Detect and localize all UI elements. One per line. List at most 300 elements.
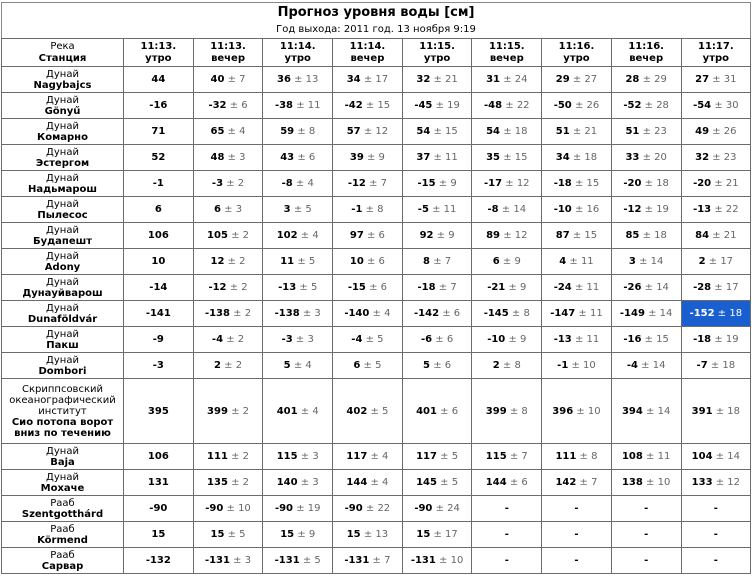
level-value: 399: [485, 405, 507, 417]
level-error: ± 3: [224, 204, 243, 215]
station-cell: [2, 327, 124, 353]
level-error: ± 11: [574, 334, 600, 345]
level-error: ± 11: [646, 451, 671, 462]
level-value: -152: [689, 308, 715, 319]
forecast-cell: [263, 353, 333, 379]
forecast-cell: [402, 275, 472, 301]
station-cell: [2, 223, 124, 249]
column-date: 11:15.: [488, 40, 525, 52]
level-error: ± 8: [365, 204, 384, 215]
level-error: ± 21: [712, 230, 737, 241]
level-value: -18: [417, 282, 436, 293]
forecast-cell: [542, 119, 612, 145]
level-error: ± 17: [433, 529, 458, 540]
forecast-cell: [472, 522, 542, 548]
level-value: 138: [621, 477, 643, 488]
forecast-cell: [681, 249, 751, 275]
level-error: ± 8: [579, 451, 598, 462]
forecast-cell: [542, 223, 612, 249]
river-name: Дунай: [46, 471, 79, 483]
level-value: 133: [691, 477, 713, 488]
level-value: -131: [410, 555, 436, 566]
forecast-cell: [193, 197, 263, 223]
column-time: утро: [284, 52, 311, 64]
level-value: -4: [211, 334, 224, 345]
level-value: 49: [695, 126, 710, 137]
level-value: -3: [152, 360, 164, 371]
table-row: [2, 327, 751, 353]
forecast-cell: [681, 379, 751, 444]
forecast-cell: [611, 327, 681, 353]
forecast-cell: [542, 444, 612, 470]
river-name: Рааб: [50, 549, 75, 561]
forecast-cell: [333, 249, 403, 275]
forecast-cell: [472, 197, 542, 223]
level-error: ± 9: [508, 334, 527, 345]
level-value: -50: [553, 100, 572, 111]
level-value: -138: [204, 308, 230, 319]
level-value: 10: [151, 256, 166, 267]
forecast-cell: [263, 496, 333, 522]
forecast-cell: [472, 93, 542, 119]
forecast-cell: [681, 197, 751, 223]
level-value: 15: [346, 529, 361, 540]
forecast-cell: [681, 353, 751, 379]
level-value: -45: [414, 100, 433, 111]
river-name: Дунай: [46, 146, 79, 158]
forecast-cell: [124, 197, 194, 223]
forecast-cell: [193, 171, 263, 197]
table-row: [2, 275, 751, 301]
level-value: -90: [274, 503, 294, 514]
forecast-cell: [472, 496, 542, 522]
level-value: 32: [695, 152, 710, 163]
station-name: Dunaföldvár: [27, 313, 98, 325]
level-error: ± 7: [227, 74, 246, 85]
level-error: ± 6: [509, 477, 528, 488]
column-header: [124, 39, 194, 67]
level-value: 54: [416, 126, 431, 137]
level-error: ± 12: [505, 178, 530, 189]
forecast-cell: [611, 444, 681, 470]
forecast-cell: [611, 93, 681, 119]
river-name: Дунай: [46, 120, 79, 132]
forecast-cell: [263, 67, 333, 93]
level-value: -32: [208, 100, 227, 111]
station-cell: [2, 496, 124, 522]
level-value: -16: [623, 334, 642, 345]
level-error: ± 24: [435, 503, 460, 514]
level-value: -1: [152, 178, 164, 189]
table-row: [2, 496, 751, 522]
level-error: ± 2: [231, 405, 250, 417]
column-header: [263, 39, 333, 67]
level-value: 144: [346, 477, 368, 488]
level-error: ± 2: [229, 282, 248, 293]
column-time: утро: [145, 52, 172, 64]
level-value: 6: [154, 204, 162, 215]
level-value: -: [713, 503, 718, 514]
level-value: 57: [346, 126, 361, 137]
forecast-cell: [124, 470, 194, 496]
station-name: Комарно: [37, 131, 88, 143]
level-value: -12: [208, 282, 227, 293]
level-error: ± 5: [302, 555, 321, 566]
level-error: ± 5: [297, 256, 316, 267]
station-name: Сарвар: [41, 560, 84, 572]
column-time: утро: [702, 52, 730, 64]
level-error: ± 24: [503, 74, 528, 85]
level-value: -13: [278, 282, 297, 293]
forecast-cell: [472, 223, 542, 249]
table-row: [2, 444, 751, 470]
forecast-cell: [542, 171, 612, 197]
level-value: 2: [492, 360, 500, 371]
level-error: ± 15: [433, 126, 458, 137]
column-date: 11:13.: [140, 40, 177, 52]
forecast-cell: [542, 379, 612, 444]
level-error: ± 7: [579, 477, 598, 488]
level-error: ± 17: [708, 256, 734, 267]
level-value: 115: [485, 451, 507, 462]
forecast-cell: [681, 67, 751, 93]
level-error: ± 5: [370, 405, 389, 417]
station-cell: [2, 145, 124, 171]
forecast-cell: [193, 496, 263, 522]
river-name: Дунай: [46, 276, 79, 288]
forecast-cell: [124, 93, 194, 119]
level-value: -4: [351, 334, 363, 345]
level-error: ± 14: [501, 204, 527, 215]
river-name: Дунай: [46, 68, 79, 80]
station-cell: [2, 171, 124, 197]
river-name: Дунай: [46, 354, 79, 366]
forecast-cell: [193, 223, 263, 249]
forecast-cell: [611, 379, 681, 444]
column-header: [193, 39, 263, 67]
level-value: -: [504, 555, 509, 566]
level-value: -138: [274, 308, 300, 319]
level-value: 131: [147, 477, 169, 488]
level-error: ± 4: [300, 405, 319, 417]
level-error: ± 4: [372, 308, 391, 319]
table-row: [2, 197, 751, 223]
forecast-cell: [611, 548, 681, 574]
level-value: 48: [210, 152, 225, 163]
column-header: [472, 39, 542, 67]
station-name: Nagybajcs: [33, 79, 92, 91]
forecast-cell: [124, 171, 194, 197]
level-error: ± 2: [231, 230, 250, 241]
level-value: -9: [152, 334, 164, 345]
station-cell: [2, 93, 124, 119]
level-value: 39: [349, 152, 364, 163]
station-cell: [2, 522, 124, 548]
level-value: -: [644, 529, 649, 540]
forecast-cell: [193, 548, 263, 574]
forecast-cell: [263, 379, 333, 444]
level-value: -42: [344, 100, 363, 111]
forecast-cell: [333, 119, 403, 145]
level-value: -38: [274, 100, 294, 111]
level-error: ± 6: [369, 282, 387, 293]
level-error: ± 5: [293, 204, 312, 215]
station-name: Эстергом: [35, 157, 90, 169]
level-value: -3: [211, 178, 224, 189]
level-value: 402: [346, 405, 368, 417]
forecast-cell: [333, 327, 403, 353]
level-value: -1: [351, 204, 363, 215]
level-value: 102: [276, 230, 298, 241]
forecast-cell: [611, 197, 681, 223]
level-value: 15: [210, 529, 225, 540]
forecast-cell: [542, 548, 612, 574]
level-error: ± 4: [370, 451, 389, 462]
forecast-cell: [402, 353, 472, 379]
forecast-cell: [681, 171, 751, 197]
level-error: ± 31: [712, 74, 737, 85]
level-value: -26: [623, 282, 642, 293]
forecast-cell: [542, 353, 612, 379]
level-error: ± 2: [226, 178, 245, 189]
level-error: ± 10: [646, 477, 671, 488]
level-value: 111: [207, 451, 228, 462]
forecast-cell: [402, 197, 472, 223]
level-value: 4: [559, 256, 567, 267]
forecast-cell: [402, 301, 472, 327]
station-name: Будапешт: [32, 235, 93, 247]
level-error: ± 3: [233, 555, 252, 566]
forecast-cell: [542, 327, 612, 353]
level-value: -: [574, 555, 579, 566]
level-error: ± 6: [440, 405, 459, 417]
level-value: -: [574, 503, 579, 514]
column-time: вечер: [489, 52, 524, 64]
level-error: ± 18: [572, 152, 598, 163]
level-error: ± 8: [509, 405, 528, 417]
forecast-cell: [263, 470, 333, 496]
forecast-cell: [263, 548, 333, 574]
issue-date: Год выхода: 2011 год. 13 ноября 9:19: [1, 22, 751, 38]
forecast-cell: [681, 522, 751, 548]
level-value: -13: [693, 204, 712, 215]
forecast-cell: [124, 275, 194, 301]
level-value: 87: [555, 230, 570, 241]
level-value: 51: [625, 126, 640, 137]
level-value: -15: [417, 178, 436, 189]
level-error: ± 4: [293, 360, 312, 371]
level-value: 84: [695, 230, 710, 241]
level-error: ± 2: [231, 477, 250, 488]
level-value: 5: [283, 360, 291, 371]
forecast-cell: [542, 93, 612, 119]
level-value: -: [504, 529, 509, 540]
level-value: -: [713, 529, 718, 540]
forecast-cell: [472, 548, 542, 574]
level-value: -14: [149, 282, 168, 293]
forecast-cell: [681, 93, 751, 119]
level-error: ± 11: [433, 152, 458, 163]
level-error: ± 2: [231, 451, 250, 462]
level-error: ± 29: [642, 74, 667, 85]
forecast-cell: [402, 171, 472, 197]
station-cell: [2, 301, 124, 327]
level-value: -17: [484, 178, 503, 189]
forecast-cell: [263, 275, 333, 301]
level-value: -8: [487, 204, 499, 215]
forecast-cell: [193, 145, 263, 171]
forecast-cell: [263, 249, 333, 275]
level-value: -3: [281, 334, 293, 345]
forecast-cell: [333, 379, 403, 444]
forecast-cell: [124, 353, 194, 379]
level-value: 28: [625, 74, 640, 85]
level-error: ± 22: [505, 100, 530, 111]
forecast-cell: [263, 327, 333, 353]
level-value: -16: [149, 100, 168, 111]
level-value: -12: [347, 178, 366, 189]
level-value: -140: [344, 308, 370, 319]
level-value: -20: [623, 178, 642, 189]
level-value: -: [644, 503, 649, 514]
column-date: 11:16.: [628, 40, 664, 52]
forecast-cell: [263, 119, 333, 145]
level-value: -20: [693, 178, 712, 189]
level-value: 11: [280, 256, 295, 267]
level-error: ± 21: [572, 126, 598, 137]
level-value: -131: [204, 555, 230, 566]
level-error: ± 18: [642, 230, 667, 241]
level-error: ± 18: [710, 360, 736, 371]
level-value: 6: [213, 204, 221, 215]
level-error: ± 23: [642, 126, 667, 137]
level-error: ± 14: [646, 405, 671, 417]
column-date: 11:13.: [210, 40, 246, 52]
level-value: 3: [628, 256, 636, 267]
level-value: -: [644, 555, 649, 566]
table-row: [2, 119, 751, 145]
level-value: -147: [550, 308, 576, 319]
level-value: 144: [485, 477, 507, 488]
level-error: ± 2: [224, 360, 243, 371]
level-error: ± 13: [363, 529, 389, 540]
forecast-cell: [472, 119, 542, 145]
level-error: ± 3: [300, 477, 319, 488]
level-error: ± 14: [648, 308, 673, 319]
level-value: -: [713, 555, 718, 566]
forecast-cell: [333, 197, 403, 223]
column-date: 11:17.: [698, 40, 734, 52]
station-name: Szentgotthárd: [21, 508, 104, 520]
forecast-cell: [124, 301, 194, 327]
level-value: 401: [276, 405, 298, 417]
level-error: ± 4: [295, 178, 314, 189]
forecast-cell: [542, 249, 612, 275]
level-error: ± 9: [508, 282, 527, 293]
level-error: ± 15: [503, 152, 528, 163]
forecast-cell: [472, 67, 542, 93]
level-error: ± 2: [226, 334, 245, 345]
forecast-cell: [542, 496, 612, 522]
level-value: 54: [486, 126, 500, 137]
forecast-cell: [124, 379, 194, 444]
river-name: Дунай: [46, 224, 79, 236]
forecast-cell: [681, 145, 751, 171]
level-value: 15: [151, 529, 166, 540]
forecast-cell: [611, 223, 681, 249]
forecast-cell: [402, 223, 472, 249]
forecast-cell: [402, 119, 472, 145]
forecast-cell: [472, 301, 542, 327]
page-title: Прогноз уровня воды [см]: [1, 2, 751, 22]
level-value: 37: [416, 152, 431, 163]
forecast-cell: [124, 327, 194, 353]
level-value: 40: [210, 74, 225, 85]
forecast-cell: [472, 379, 542, 444]
level-error: ± 30: [714, 100, 739, 111]
level-value: -90: [414, 503, 433, 514]
station-name: Dombori: [38, 365, 87, 377]
forecast-cell: [472, 145, 542, 171]
level-error: ± 11: [578, 308, 603, 319]
level-value: 2: [698, 256, 706, 267]
level-value: 92: [419, 230, 434, 241]
level-value: -131: [344, 555, 370, 566]
column-time: вечер: [211, 52, 245, 64]
station-name: Körmend: [37, 534, 88, 546]
level-error: ± 4: [227, 126, 246, 137]
level-value: 65: [210, 126, 225, 137]
level-error: ± 11: [296, 100, 321, 111]
level-value: 104: [691, 451, 713, 462]
column-time: вечер: [629, 52, 664, 64]
level-error: ± 7: [369, 178, 387, 189]
level-error: ± 14: [641, 360, 666, 371]
level-error: ± 15: [574, 178, 600, 189]
forecast-cell: [263, 301, 333, 327]
level-value: 44: [151, 74, 166, 85]
forecast-cell: [193, 379, 263, 444]
level-value: -10: [553, 204, 572, 215]
forecast-cell: [402, 379, 472, 444]
level-error: ± 15: [572, 230, 598, 241]
level-error: ± 3: [302, 308, 321, 319]
forecast-cell: [193, 353, 263, 379]
forecast-cell: [402, 548, 472, 574]
level-error: ± 19: [714, 334, 739, 345]
forecast-cell: [124, 145, 194, 171]
station-cell: [2, 444, 124, 470]
column-header: [611, 39, 681, 67]
forecast-cell: [333, 470, 403, 496]
forecast-cell: [333, 444, 403, 470]
forecast-cell: [193, 470, 263, 496]
level-value: 391: [691, 405, 713, 417]
level-value: 10: [349, 256, 364, 267]
level-value: 15: [280, 529, 295, 540]
level-value: 89: [486, 230, 500, 241]
level-error: ± 19: [296, 503, 321, 514]
level-error: ± 17: [714, 282, 739, 293]
level-value: 8: [423, 256, 431, 267]
forecast-cell: [402, 522, 472, 548]
river-name: Скриппсовский океанографический институт: [9, 383, 116, 417]
forecast-cell: [542, 67, 612, 93]
level-error: ± 22: [365, 503, 391, 514]
forecast-cell: [611, 119, 681, 145]
level-error: ± 12: [715, 477, 741, 488]
forecast-cell: [472, 249, 542, 275]
